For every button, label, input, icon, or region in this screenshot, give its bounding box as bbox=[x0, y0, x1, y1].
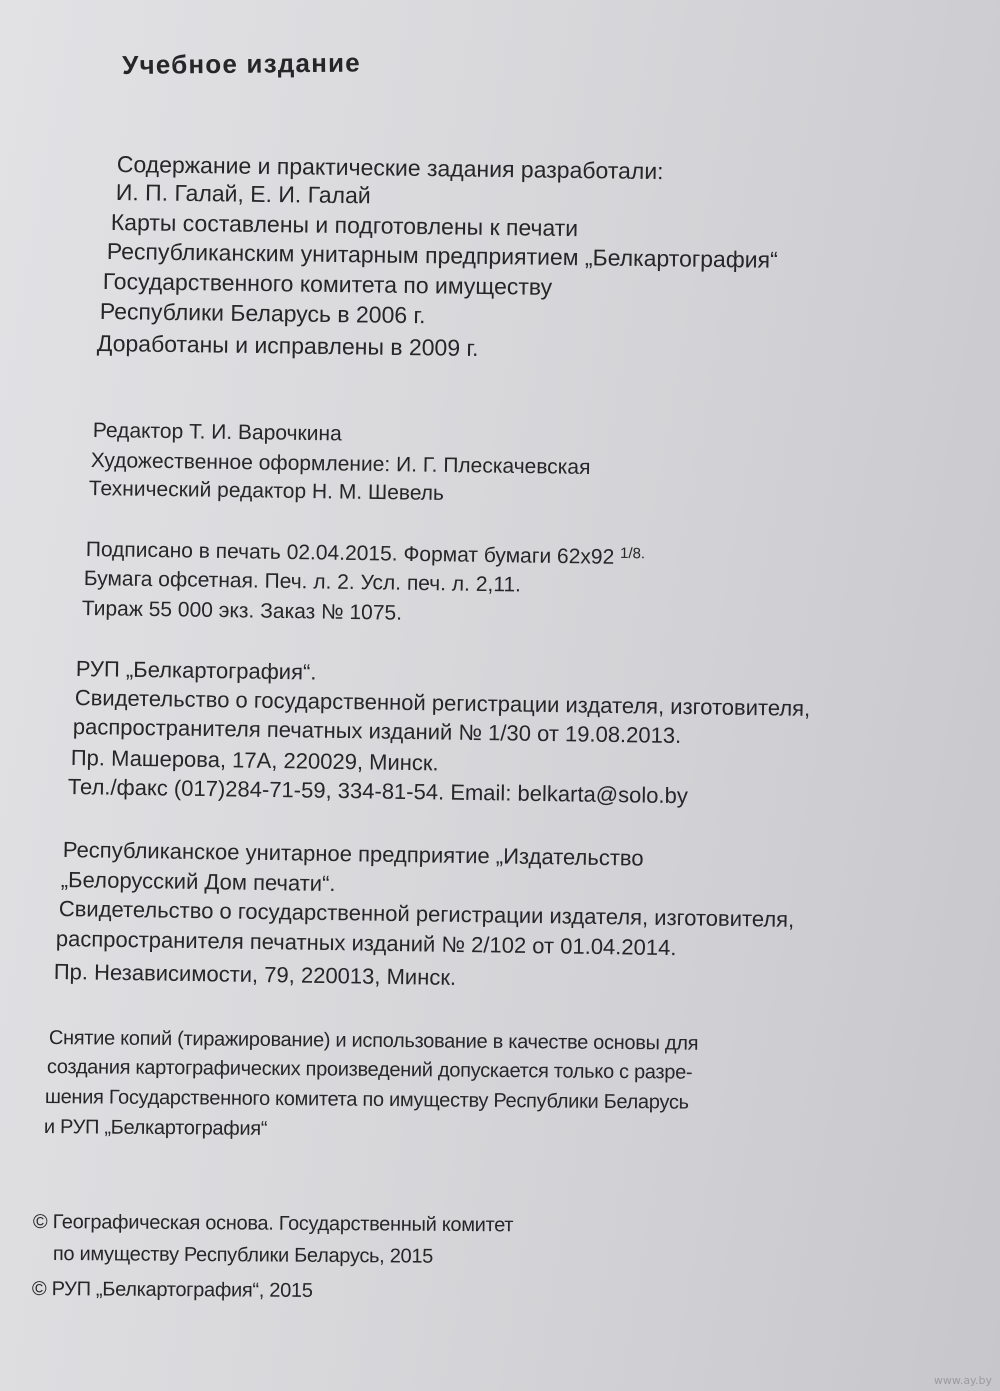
publisher2-line-1: Республиканское унитарное предприятие „Издательство bbox=[62, 837, 644, 871]
signed-to-print-text: Подписано в печать 02.04.2015. Формат бумаги 62x92 bbox=[85, 538, 621, 569]
authors-line-6: Республики Беларусь в 2006 г. bbox=[99, 298, 426, 329]
copyright-line-2: по имуществу Республики Беларусь, 2015 bbox=[52, 1243, 434, 1268]
circulation-line: Тираж 55 000 экз. Заказ № 1075. bbox=[81, 597, 403, 625]
publisher2-line-2: „Белорусский Дом печати“. bbox=[60, 867, 336, 897]
authors-line-5: Государственного комитета по имуществу bbox=[102, 268, 553, 300]
publisher1-line-5: Тел./факс (017)284-71-59, 334-81-54. Email: belkarta@solo.by bbox=[67, 774, 689, 809]
watermark: www.ay.by bbox=[933, 1374, 992, 1387]
copy-notice-line-2: создания картографических произведений допускается только с разре- bbox=[46, 1056, 693, 1084]
copy-notice-line-1: Снятие копий (тиражирование) и использование в качестве основы для bbox=[48, 1027, 699, 1055]
publisher2-line-4: распространителя печатных изданий № 2/102 от 01.04.2014. bbox=[55, 926, 677, 961]
paper-line: Бумага офсетная. Печ. л. 2. Усл. печ. л. 2,11. bbox=[83, 567, 522, 597]
authors-line-7: Доработаны и исправлены в 2009 г. bbox=[96, 330, 479, 361]
copy-notice-line-3: шения Государственного комитета по имуществу Республики Беларусь bbox=[44, 1086, 689, 1114]
format-fraction: 1/8. bbox=[619, 544, 646, 563]
publisher1-line-3: распространителя печатных изданий № 1/30 от 19.08.2013. bbox=[72, 714, 682, 749]
publisher1-line-2: Свидетельство о государственной регистрации издателя, изготовителя, bbox=[74, 685, 811, 721]
publisher1-line-4: Пр. Машерова, 17А, 220029, Минск. bbox=[70, 745, 439, 776]
art-design-line: Художественное оформление: И. Г. Плескачевская bbox=[90, 449, 591, 479]
publisher1-line-1: РУП „Белкартография“. bbox=[75, 656, 317, 685]
signed-to-print-line bbox=[86, 538, 646, 568]
copyright-line-3: © РУП „Белкартография“, 2015 bbox=[31, 1278, 313, 1302]
copyright-line-1: © Географическая основа. Государственный комитет bbox=[32, 1211, 514, 1237]
copy-notice-line-4: и РУП „Белкартография“ bbox=[43, 1116, 268, 1140]
editor-line: Редактор Т. И. Варочкина bbox=[92, 419, 342, 446]
heading: Учебное издание bbox=[121, 47, 362, 80]
authors-line-2: И. П. Галай, Е. И. Галай bbox=[115, 179, 371, 209]
publisher2-line-5: Пр. Независимости, 79, 220013, Минск. bbox=[53, 959, 457, 990]
authors-line-4: Республиканским унитарным предприятием „Белкартография“ bbox=[106, 238, 778, 273]
publisher2-line-3: Свидетельство о государственной регистрации издателя, изготовителя, bbox=[58, 896, 795, 932]
authors-line-3: Карты составлены и подготовлены к печати bbox=[110, 209, 579, 242]
tech-editor-line: Технический редактор Н. М. Шевель bbox=[88, 477, 445, 505]
authors-line-1: Содержание и практические задания разработали: bbox=[116, 151, 664, 185]
